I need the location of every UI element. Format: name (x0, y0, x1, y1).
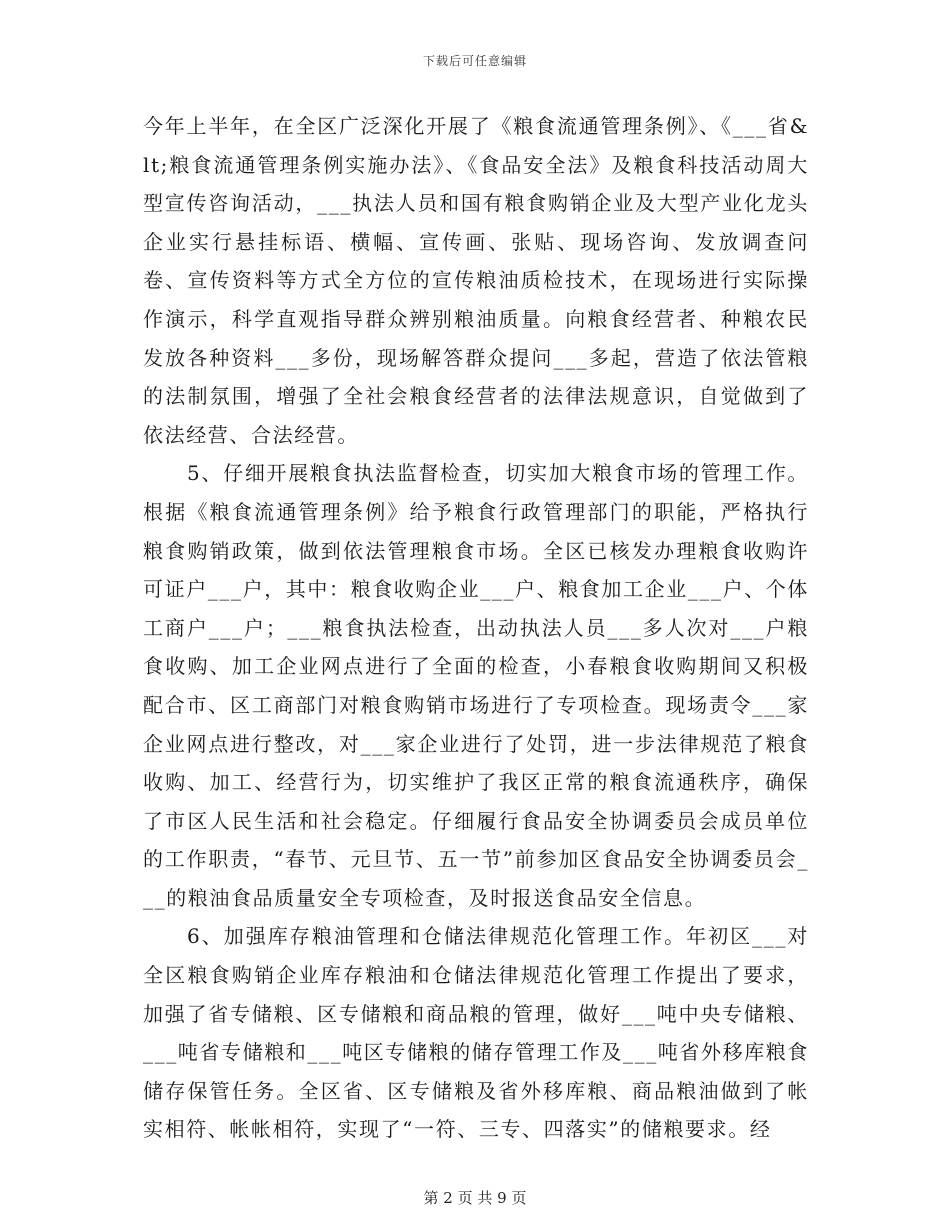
paragraph-section-6: 6、加强库存粮油管理和仓储法律规范化管理工作。年初区___对全区粮食购销企业库存粮油和仓储法律规范化管理工作提出了要求，加强了省专储粮、区专储粮和商品粮的管理，做好___吨中央专储粮、___吨省专储粮和___吨区专储粮的储存管理工作及___吨省外移库粮食储存保管任务。全区省、区专储粮及省外移库粮、商品粮油做到了帐实相符、帐帐相符，实现了“一符、三专、四落实”的储粮要求。经 (143, 924, 809, 1142)
page-number: 第 2 页 共 9 页 (423, 1189, 527, 1207)
document-body (143, 107, 809, 1149)
paragraph-section-5: 5、仔细开展粮食执法监督检查，切实加大粮食市场的管理工作。根据《粮食流通管理条例》给予粮食行政管理部门的职能，严格执行粮食购销政策，做到依法管理粮食市场。全区已核发办理粮食收购许可证户___户，其中：粮食收购企业___户、粮食加工企业___户、个体工商户___户；___粮食执法检查，出动执法人员___多人次对___户粮食收购、加工企业网点进行了全面的检查，小春粮食收购期间又积极配合市、区工商部门对粮食购销市场进行了专项检查。现场责令___家企业网点进行整改，对___家企业进行了处罚，进一步法律规范了粮食收购、加工、经营行为，切实维护了我区正常的粮食流通秩序，确保了市区人民生活和社会稳定。仔细履行食品安全协调委员会成员单位的工作职责，“春节、元旦节、五一节”前参加区食品安全协调委员会___的粮油食品质量安全专项检查，及时报送食品安全信息。 (143, 461, 809, 910)
page-header: 下载后可任意编辑 (422, 54, 527, 68)
paragraph-intro: 今年上半年，在全区广泛深化开展了《粮食流通管理条例》、《___省&lt;粮食流通管理条例实施办法》、《食品安全法》及粮食科技活动周大型宣传咨询活动，___执法人员和国有粮食购销企业及大型产业化龙头企业实行悬挂标语、横幅、宣传画、张贴、现场咨询、发放调查问卷、宣传资料等方式全方位的宣传粮油质检技术，在现场进行实际操作演示，科学直观指导群众辨别粮油质量。向粮食经营者、种粮农民发放各种资料___多份，现场解答群众提问___多起，营造了依法管粮的法制氛围，增强了全社会粮食经营者的法律法规意识，自觉做到了依法经营、合法经营。 (143, 114, 809, 447)
